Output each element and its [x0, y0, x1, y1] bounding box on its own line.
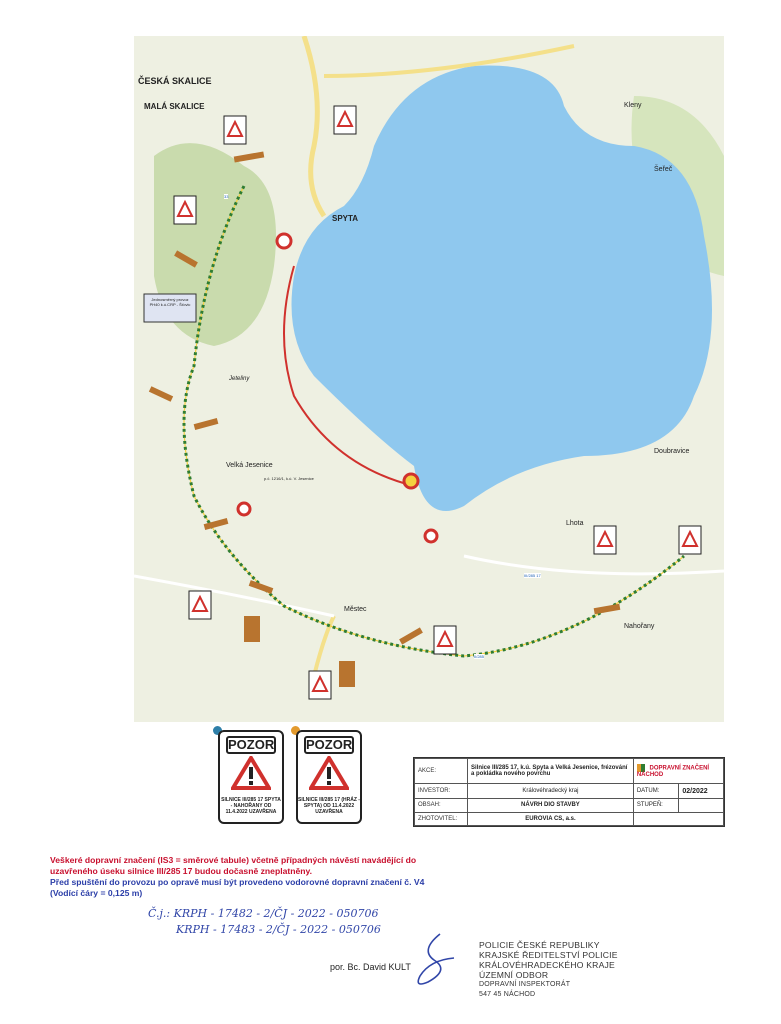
direction-table [234, 151, 265, 162]
notes [50, 855, 470, 899]
brand-logo-icon [637, 764, 645, 772]
direction-table [194, 418, 219, 430]
datum-value: 02/2022 [679, 784, 724, 799]
place-label: MALÁ SKALICE [144, 102, 205, 111]
warning-sign-box [679, 526, 701, 554]
place-label: SPYTA [332, 214, 359, 223]
direction-table [149, 386, 173, 402]
direction-table [339, 661, 355, 687]
closed-road-sign [425, 530, 437, 542]
parcel-label: p.č. 1216/1, k.ú. V. Jesenice [264, 476, 314, 481]
brand-cell [633, 759, 723, 784]
title-block [413, 757, 725, 827]
direction-table [244, 616, 260, 642]
zhotovitel-value: EUROVIA CS, a.s. [468, 812, 634, 825]
pozor-header: POZOR [306, 737, 353, 752]
stamp-line: KRÁLOVÉHRADECKÉHO KRAJE [479, 960, 615, 970]
road-sw [134, 576, 334, 616]
warning-sign-box [189, 591, 211, 619]
empty-cell [633, 812, 723, 825]
signatory-name: por. Bc. David KULT [330, 962, 411, 972]
stupen-value [679, 799, 724, 812]
warning-triangle-icon [309, 756, 349, 790]
detour-info-text: Jednosměrný provoz PH40 k.ú.CRP - Šťovic [149, 297, 191, 307]
direction-table [399, 627, 423, 644]
road-south [314, 616, 334, 676]
stamp-line: ÚZEMNÍ ODBOR [479, 970, 549, 980]
road-main [304, 36, 324, 216]
warning-sign-box [224, 116, 246, 144]
pozor-sign-left [218, 730, 284, 824]
closed-road-sign [277, 234, 291, 248]
pozor-text: SILNICE III/285 17 (HRÁZ - SPYTA) OD 11.4.2022 UZAVŘENA [298, 797, 360, 815]
handwritten-ref [148, 906, 381, 938]
warning-sign-box [309, 671, 331, 699]
handwritten-line: KRPH - 17483 - 2/ČJ - 2022 - 050706 [176, 923, 381, 936]
pozor-sign-right [296, 730, 362, 824]
road-east [464, 556, 724, 574]
closed-road-sign [404, 474, 418, 488]
handwritten-line: Č.j.: KRPH - 17482 - 2/ČJ - 2022 - 050706 [148, 907, 379, 920]
warning-sign-box [174, 196, 196, 224]
place-label: Kleny [624, 102, 642, 109]
obsah-label: OBSAH: [415, 799, 468, 812]
investor-label: INVESTOR: [415, 784, 468, 799]
warning-triangle-icon [231, 756, 271, 790]
note-line: uzavřeného úseku silnice III/285 17 budou dočasně zneplatněny. [50, 866, 313, 876]
stamp-line: DOPRAVNÍ INSPEKTORÁT [479, 981, 571, 988]
investor-value: Královéhradecký kraj [468, 784, 634, 799]
direction-table [594, 604, 621, 614]
stamp-line: KRAJSKÉ ŘEDITELSTVÍ POLICIE [479, 950, 618, 960]
zhotovitel-label: ZHOTOVITEL: [415, 812, 468, 825]
pozor-text: SILNICE III/285 17 SPYTA - NAHOŘANY OD 11.4.2022 UZAVŘENA [221, 797, 281, 815]
place-label: ČESKÁ SKALICE [138, 76, 212, 86]
road-label: II/285 [474, 654, 485, 659]
road-label: III/285 17 [524, 573, 541, 578]
warning-sign-box [434, 626, 456, 654]
signature-scribble [410, 930, 460, 988]
pozor-header: POZOR [228, 737, 275, 752]
map [134, 36, 724, 722]
note-line: Veškeré dopravní značení (IS3 = směrové tabule) včetně případných návěstí navádějící do [50, 855, 417, 865]
stupen-label: STUPEŇ: [633, 799, 679, 812]
map-canvas [134, 36, 724, 722]
brand-name: DOPRAVNÍ ZNAČENÍ NÁCHOD [636, 765, 710, 779]
note-line: Před spuštění do provozu po opravě musí být provedeno vodorovné dopravní značení č. V4 [50, 877, 425, 887]
akce-label: AKCE: [415, 759, 468, 784]
place-label: Velká Jesenice [226, 462, 273, 469]
note-line: (Vodící čáry = 0,125 m) [50, 888, 143, 898]
warning-sign-box [594, 526, 616, 554]
stamp-line: POLICIE ČESKÉ REPUBLIKY [479, 940, 600, 950]
warning-sign-box [334, 106, 356, 134]
road-north [324, 46, 574, 76]
akce-value: Silnice III/285 17, k.ú. Spyta a Velká Jesenice, frézování a pokládka nového povrchu [468, 759, 634, 784]
police-stamp [479, 940, 618, 1000]
road-label: 33 [224, 194, 229, 199]
place-label: Jeteliny [229, 376, 250, 382]
closed-road-sign [238, 503, 250, 515]
direction-table [249, 580, 274, 594]
place-label: Lhota [566, 520, 584, 527]
stamp-line: 547 45 NÁCHOD [479, 991, 536, 998]
obsah-value: NÁVRH DIO STAVBY [468, 799, 634, 812]
place-label: Městec [344, 606, 367, 613]
datum-label: DATUM: [633, 784, 679, 799]
place-label: Nahořany [624, 623, 655, 630]
place-label: Doubravice [654, 448, 690, 455]
place-label: Šeřeč [654, 166, 673, 173]
